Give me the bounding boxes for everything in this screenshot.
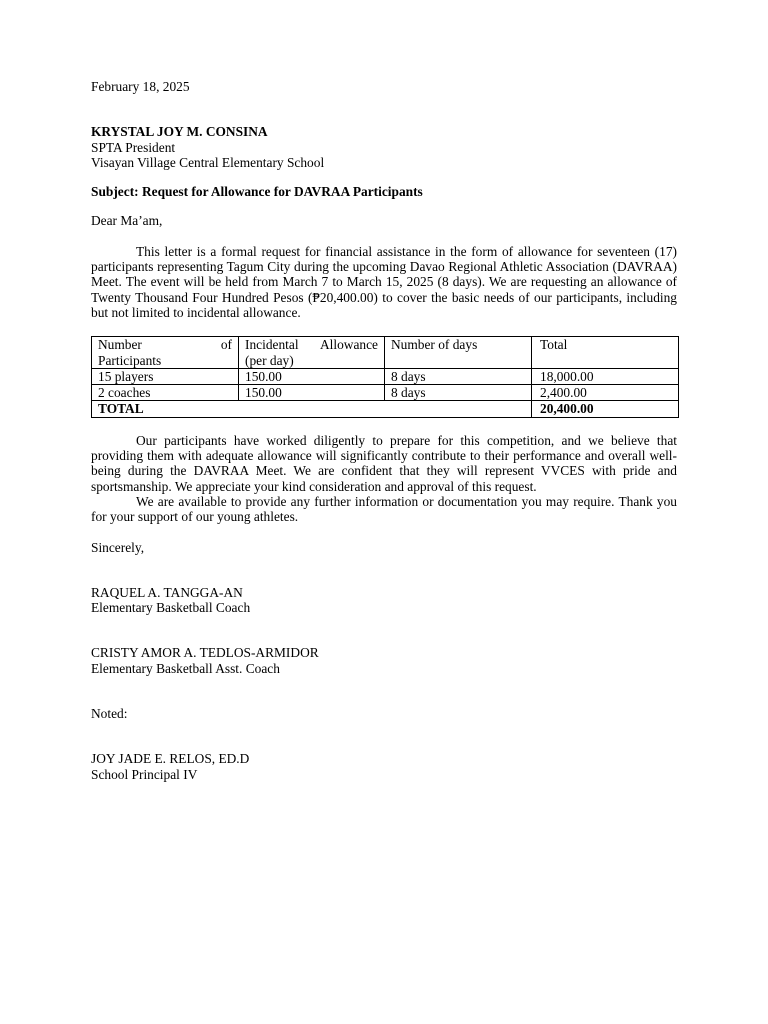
signatory-block [91,645,677,676]
total-label: TOTAL [92,401,532,417]
cell-allowance: 150.00 [239,368,385,384]
header-days: Number of days [385,337,532,369]
noted-by-block [91,751,677,782]
header-allowance-word3: (per day) [245,352,294,368]
subject-line: Subject: Request for Allowance for DAVRAA Participants [91,184,423,200]
salutation: Dear Ma’am, [91,213,163,229]
letter-body [91,79,677,782]
signatory-name: RAQUEL A. TANGGA-AN [91,584,243,600]
header-participants-word3: Participants [98,352,162,368]
table-row [92,385,679,401]
letter-date: February 18, 2025 [91,79,190,94]
noted-label: Noted: [91,706,128,722]
cell-total: 18,000.00 [532,368,679,384]
header-participants-word1: Number [98,337,142,353]
header-allowance [239,337,385,369]
signatory-block [91,585,677,616]
closing: Sincerely, [91,539,145,555]
availability-paragraph: We are available to provide any further information or documentation you may require. Thank you for your support of our young athletes. [91,493,677,525]
cell-days: 8 days [385,368,532,384]
table-total-row [92,401,679,417]
total-value: 20,400.00 [532,401,679,417]
header-allowance-word2: Allowance [319,337,378,353]
cell-days: 8 days [385,385,532,401]
header-total: Total [532,337,679,369]
addressee-school: Visayan Village Central Elementary School [91,154,325,170]
header-allowance-word1: Incidental [245,337,299,353]
table-row [92,368,679,384]
request-paragraph: This letter is a formal request for financial assistance in the form of allowance for seventeen (17) participants representing Tagum City during the upcoming Davao Regional Athletic Association (DAVRAA) Meet. The event will be held from March 7 to March 15, 2025 (8 days). We are requesting an allowance of Twenty Thousand Four Hundred Pesos (₱20,400.00) to cover the basic needs of our participants, including but not limited to incidental allowance. [91,243,677,320]
addressee-block [91,124,677,170]
addressee-name: KRYSTAL JOY M. CONSINA [91,124,268,140]
cell-allowance: 150.00 [239,385,385,401]
noted-by-position: School Principal IV [91,766,198,782]
signatory-position: Elementary Basketball Asst. Coach [91,660,280,676]
noted-by-name: JOY JADE E. RELOS, ED.D [91,751,250,767]
table-header-row [92,337,679,369]
justification-paragraph: Our participants have worked diligently to prepare for this competition, and we believe that providing them with adequate allowance will significantly contribute to their performance and overall well-being during the DAVRAA Meet. We are confident that they will represent VVCES with pride and sportsmanship. We appreciate your kind consideration and approval of this request. [91,432,677,494]
addressee-title: SPTA President [91,139,176,155]
allowance-table [91,336,679,417]
header-participants [92,337,239,369]
cell-participants: 2 coaches [92,385,239,401]
cell-participants: 15 players [92,368,239,384]
signatory-position: Elementary Basketball Coach [91,600,251,616]
signatory-name: CRISTY AMOR A. TEDLOS-ARMIDOR [91,645,319,661]
header-participants-word2: of [220,337,232,353]
cell-total: 2,400.00 [532,385,679,401]
